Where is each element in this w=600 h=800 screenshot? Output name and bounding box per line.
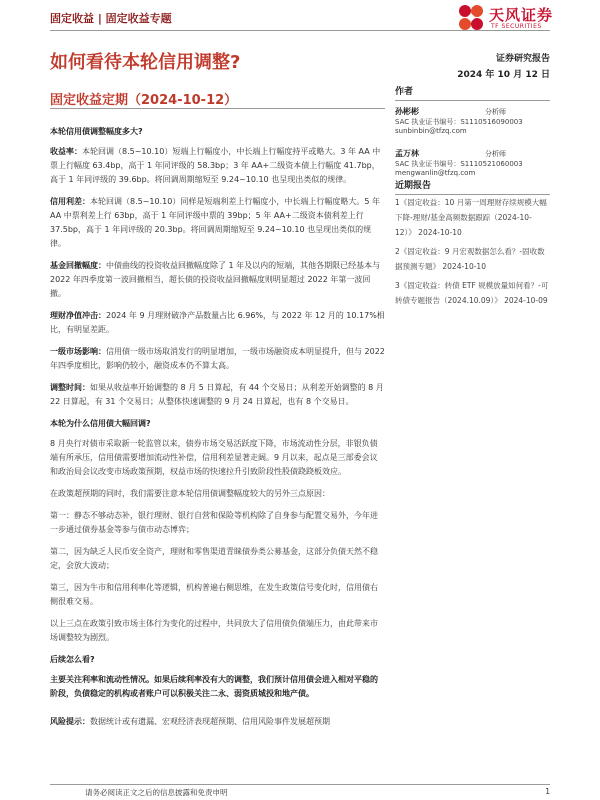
paragraph-wealth-nav [50, 309, 385, 337]
recent-reports-label: 近期报告 [395, 181, 432, 191]
author-cert: SAC 执业证书编号：S1110521060003 [395, 160, 523, 168]
paragraph-text: 本轮回调（8.5~10.10）短端上行幅度小，中长端上行幅度持平或略大。3 年 AA 中票上行幅度 63.4bp，高于 1 年同评级的 58.3bp；3 年 AA+二级资本债上行幅度 41.7bp，高于 1 年同评级的 39.6bp。将回调周期缩短至 9.24~10.10 也呈现出类似的规律。 [50, 147, 381, 184]
footer-rule [50, 784, 550, 785]
paragraph-text: 第二，因为缺乏人民币安全资产，理财和零售渠道青睐债券类公募基金，这部分负债天然不稳定，会放大波动； [50, 547, 378, 570]
paragraph-text: 以上三点在政策引致市场主体行为变化的过程中，共同放大了信用债负债端压力，由此带来市场调整较为剧烈。 [50, 619, 378, 642]
paragraph-lead: 信用利差： [50, 197, 90, 206]
section-heading: 后续怎么看? [50, 655, 95, 664]
recent-report-item[interactable]: 1《固定收益：10 月第一周理财存续规模大幅下降-理财/基金高频数据跟踪（2024-10-12）》 2024-10-10 [395, 198, 547, 237]
authors-label: 作者 [395, 87, 414, 97]
paragraph-fund-drawdown [50, 259, 385, 301]
risk-text: 数据统计或有遗漏、宏观经济表现超预期、信用风险事件发展超预期 [90, 717, 330, 726]
author-name: 孙彬彬 [395, 107, 419, 116]
page-number: 1 [545, 787, 550, 796]
header-rule [50, 30, 550, 31]
paragraph-text: 在政策超预期的同时，我们需要注意本轮信用债调整幅度较大的另外三点原因： [50, 489, 330, 498]
paragraph-text: 8 月央行对债市采取新一轮监管以来，债券市场交易活跃度下降，市场流动性分层，非银负债端有所承压，信用债需要增加流动性补偿，信用利差显著走阔。9 月以来，起点是三部委会议和政治局会议改变市场政策预期，权益市场的快速拉升引致阶段性股债跷跷板效应。 [50, 439, 378, 476]
risk-lead: 风险提示： [50, 717, 90, 726]
report-type: 证券研究报告 [495, 54, 550, 64]
author-email[interactable]: mengwanlin@tfzq.com [395, 169, 476, 177]
author-card [395, 106, 550, 142]
paragraph-lead: 基金回撤幅度： [50, 261, 106, 270]
logo-text-en: TF SECURITIES [491, 23, 542, 30]
recent-report-item[interactable]: 2《固定收益：9 月宏观数据怎么看？-固收数据预测专题》 2024-10-10 [395, 247, 545, 271]
authors-section [395, 84, 550, 184]
author-name: 孟万林 [395, 149, 419, 158]
author-cert: SAC 执业证书编号：S1110516090003 [395, 118, 523, 126]
report-title: 如何看待本轮信用调整? [50, 52, 241, 73]
paragraph-text: 本轮回调（8.5~10.10）同样是短端利差上行幅度小，中长端上行幅度略大。5 年 AA 中票利差上行 63bp，高于 1 年同评级中票的 39bp；5 年 AA+二级资本债利差上行 37.5bp，高于 1 年同评级的 20.3bp。将回调周期缩短至 9.24~10.10 也呈现出类似的规律。 [50, 197, 380, 248]
header-category: 固定收益 | 固定收益专题 [50, 12, 172, 25]
paragraph-text: 第一：静态不够动态补，银行理财、银行自营和保险等机构除了自身参与配置交易外，今年进一步通过债券基金等参与债市动态博弈； [50, 511, 378, 534]
paragraph-spread [50, 195, 385, 251]
paragraph-yield [50, 145, 385, 187]
logo-text-cn: 天风证券 [489, 6, 554, 24]
recent-reports-list [395, 195, 550, 312]
report-body [50, 125, 385, 737]
paragraph-text: 2024 年 9 月理财破净产品数量占比 6.96%，与 2022 年 12 月的 10.17%相比，有明显差距。 [50, 311, 385, 334]
recent-report-item[interactable]: 3《固定收益：转债 ETF 规模放量如何看？-可转债专题报告（2024.10.09）》 2024-10-09 [395, 281, 549, 305]
paragraph-text: 中债曲线的投资收益回撤幅度除了 1 年及以内的短端，其他各期限已经基本与 2022 年四季度第一波回撤相当，超长债的投资收益回撤幅度则明显超过 2022 年第一波回撤。 [50, 261, 381, 298]
paragraph-text: 如果从收益率开始调整的 8 月 5 日算起，有 44 个交易日；从利差开始调整的 8 月 22 日算起，有 31 个交易日；从整体快速调整的 9 月 24 日算起，也有 8 个交易日。 [50, 383, 384, 406]
author-role: 分析师 [485, 108, 506, 116]
paragraph-lead: 调整时间： [50, 383, 90, 392]
report-date: 2024 年 10 月 12 日 [457, 70, 550, 80]
risk-warning [50, 715, 385, 729]
report-subtitle: 固定收益定期（2024-10-12） [50, 93, 238, 108]
section-heading: 本轮信用债调整幅度多大? [50, 127, 143, 136]
section-heading: 本轮为什么信用债大幅回调? [50, 419, 151, 428]
paragraph-primary-market [50, 345, 385, 373]
authors-rule [395, 100, 550, 101]
author-email[interactable]: sunbinbin@tfzq.com [395, 127, 467, 135]
paragraph-lead: 理财净值冲击： [50, 311, 106, 320]
paragraph-lead: 一级市场影响： [50, 347, 106, 356]
footer-disclaimer: 请务必阅读正文之后的信息披露和免责申明 [85, 788, 228, 797]
paragraph-text: 第三，因为牛市和信用利率化等逻辑，机构普遍右侧思维，在发生政策信号变化时，信用债右侧很难交易。 [50, 583, 378, 606]
paragraph-outlook: 主要关注利率和流动性情况。如果后续利率没有大的调整，我们预计信用债会进入相对平稳的阶段，负债稳定的机构或者账户可以积极关注二永、弱资质城投和地产债。 [50, 675, 378, 698]
author-role: 分析师 [485, 150, 506, 158]
subtitle-rule [50, 108, 385, 109]
recent-reports-header [395, 178, 550, 195]
paragraph-lead: 收益率： [50, 147, 82, 156]
paragraph-duration [50, 381, 385, 409]
paragraph-text: 信用债一级市场取消发行的明显增加，一级市场融资成本明显提升，但与 2022 年四季度相比，影响仍较小，融资成本仍不算太高。 [50, 347, 385, 370]
